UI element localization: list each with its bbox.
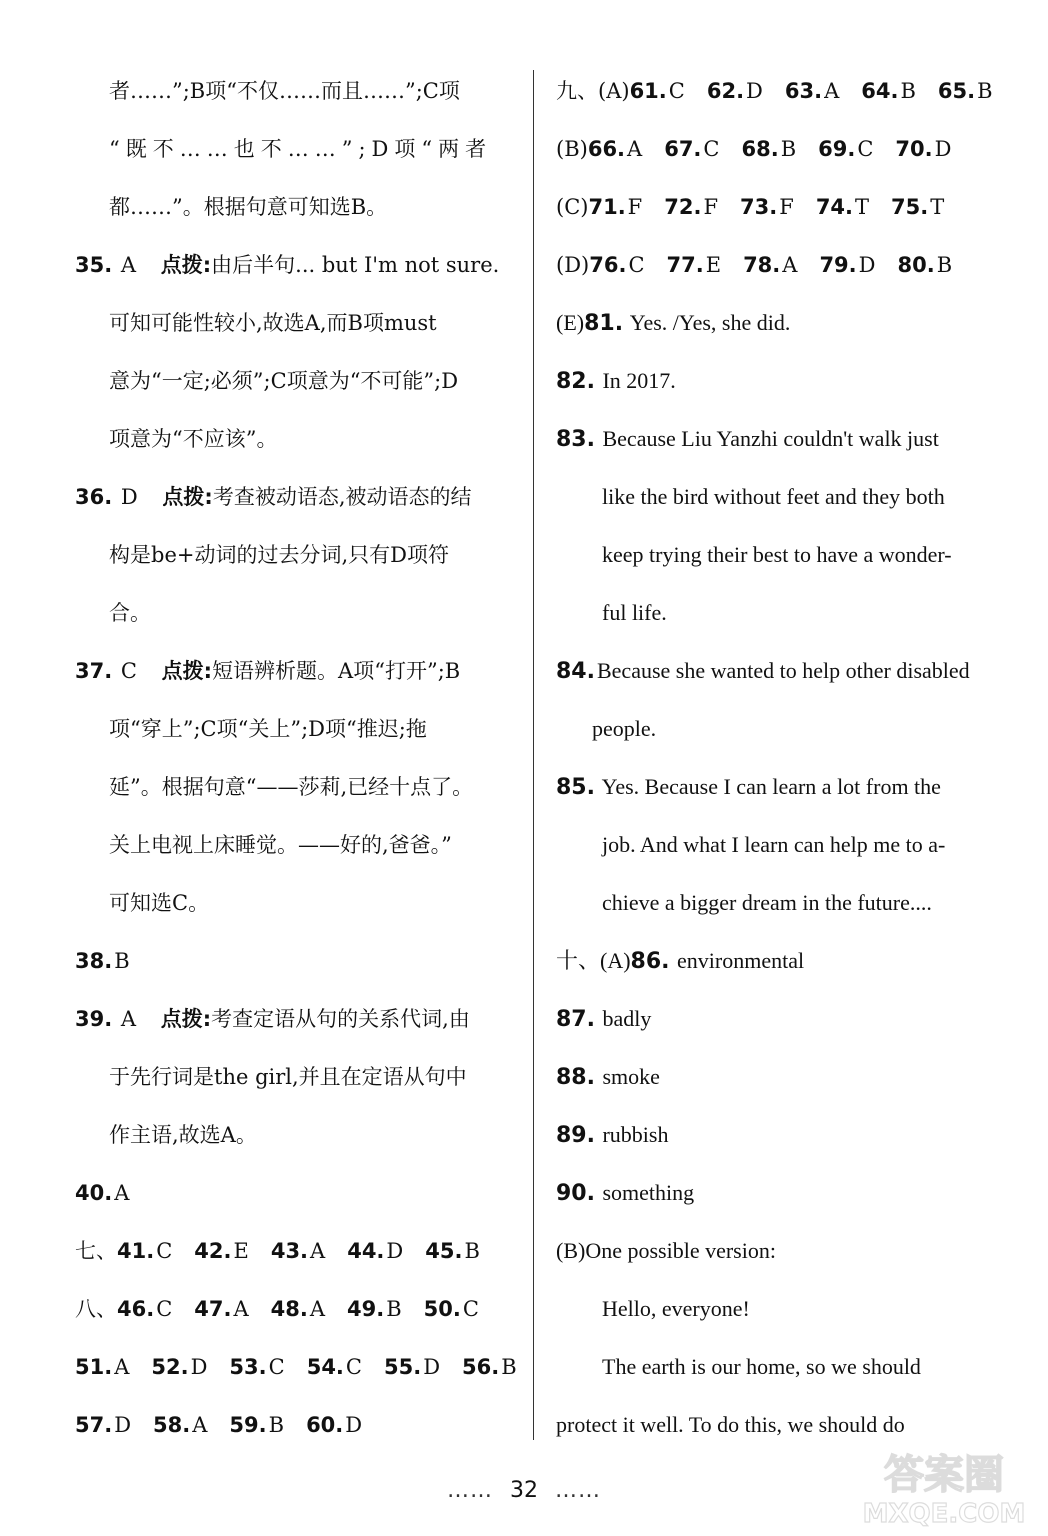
question-number: 86. <box>630 949 670 974</box>
q90-line <box>556 1164 996 1222</box>
answer: A <box>192 1413 208 1437</box>
hint-label: 点拨: <box>161 659 213 683</box>
answer: A <box>120 1007 137 1031</box>
section-8-answers <box>75 1280 515 1338</box>
answers-57-60 <box>75 1396 515 1454</box>
answer: D <box>120 485 138 509</box>
q35-line-4: 项意为“不应该”。 <box>109 427 278 451</box>
essay-line-2: protect it well. To do this, we should do <box>556 1412 905 1437</box>
watermark-text: 答案圈 <box>884 1452 1004 1498</box>
q39-line-1 <box>75 990 515 1048</box>
question-number: 47. <box>194 1297 232 1321</box>
question-number: 54. <box>306 1355 344 1379</box>
question-number: 56. <box>462 1355 500 1379</box>
question-number: 67. <box>664 137 702 161</box>
section-prefix: (D) <box>556 253 590 277</box>
section-9a-answers <box>556 62 996 120</box>
answer: A <box>309 1297 326 1321</box>
q83-line-1 <box>556 410 996 468</box>
question-number: 43. <box>270 1239 309 1263</box>
question-number: 55. <box>383 1355 422 1379</box>
question-number: 37. <box>75 659 113 683</box>
question-number: 58. <box>153 1413 191 1437</box>
q88-line <box>556 1048 996 1106</box>
q35-line-3: 意为“一定;必须”;C项意为“不可能”;D <box>109 369 459 393</box>
answer: A <box>120 253 137 277</box>
section-9b-answers <box>556 120 996 178</box>
answer-text: something <box>602 1180 695 1205</box>
q36-line-1 <box>75 468 515 526</box>
question-number: 64. <box>861 79 899 103</box>
answer: A <box>782 253 798 277</box>
answer: F <box>627 195 643 219</box>
question-number: 46. <box>117 1297 155 1321</box>
question-number: 83. <box>556 427 595 452</box>
q82-line <box>556 352 996 410</box>
answer: C <box>668 79 685 103</box>
q84-line-2: people. <box>592 716 657 741</box>
section-prefix: 九、(A) <box>556 79 630 103</box>
q37-line-2: 项“穿上”;C项“关上”;D项“推迟;拖 <box>109 717 427 741</box>
answer: A <box>824 79 840 103</box>
q35-line-1 <box>75 236 515 294</box>
page-number: 32 <box>510 1478 538 1503</box>
section-prefix: 十、(A) <box>556 948 631 973</box>
q81-line <box>556 294 996 352</box>
answers-51-56 <box>75 1338 515 1396</box>
question-number: 65. <box>937 79 976 103</box>
answer: B <box>268 1413 285 1437</box>
question-number: 79. <box>819 253 857 277</box>
question-number: 74. <box>815 195 854 219</box>
question-number: 87. <box>556 1007 595 1032</box>
answer: B <box>780 137 797 161</box>
answer: A <box>627 137 643 161</box>
q89-line <box>556 1106 996 1164</box>
answer: A <box>114 1181 130 1205</box>
question-number: 50. <box>423 1297 461 1321</box>
question-number: 77. <box>666 253 704 277</box>
question-number: 61. <box>629 79 667 103</box>
question-number: 90. <box>556 1181 595 1206</box>
answer-text: Because she wanted to help other disabled <box>596 658 970 683</box>
question-number: 63. <box>784 79 823 103</box>
question-number: 53. <box>229 1355 267 1379</box>
question-number: 80. <box>897 253 935 277</box>
answer: B <box>386 1297 402 1321</box>
answer: C <box>703 137 720 161</box>
answer: D <box>114 1413 132 1437</box>
q83-line-3: keep trying their best to have a wonder- <box>602 542 952 567</box>
q34-continuation-line-1: 者……”;B项“不仅……而且……”;C项 <box>109 79 460 103</box>
answer: C <box>120 659 137 683</box>
answer: B <box>900 79 916 103</box>
section-9d-answers <box>556 236 996 294</box>
q39-line-2: 于先行词是the girl,并且在定语从句中 <box>109 1065 467 1089</box>
question-number: 38. <box>75 949 113 973</box>
hint-label: 点拨: <box>160 253 212 277</box>
q85-line-1 <box>556 758 996 816</box>
q35-line-2: 可知可能性较小,故选A,而B项must <box>109 311 437 335</box>
question-number: 41. <box>117 1239 155 1263</box>
q37-line-1 <box>75 642 515 700</box>
section-prefix: (C) <box>556 195 589 219</box>
question-number: 68. <box>741 137 779 161</box>
footer-dots-left: …… <box>447 1478 493 1503</box>
question-number: 82. <box>556 369 595 394</box>
hint-label: 点拨: <box>162 485 213 509</box>
answer: A <box>233 1297 249 1321</box>
answer: C <box>268 1355 285 1379</box>
section-prefix: 七、 <box>75 1239 117 1263</box>
answer: T <box>855 195 870 219</box>
page-footer <box>0 1478 1048 1503</box>
answer: C <box>156 1239 173 1263</box>
answer: C <box>628 253 645 277</box>
question-number: 70. <box>895 137 933 161</box>
q36-line-2: 构是be+动词的过去分词,只有D项符 <box>109 543 449 567</box>
q39-line-3: 作主语,故选A。 <box>109 1123 257 1147</box>
question-number: 62. <box>706 79 745 103</box>
answer: D <box>934 137 952 161</box>
question-number: 72. <box>664 195 702 219</box>
answer-text: rubbish <box>602 1122 669 1147</box>
q38-line <box>75 932 515 990</box>
q86-line <box>556 932 996 990</box>
question-number: 39. <box>75 1007 113 1031</box>
q83-line-2: like the bird without feet and they both <box>602 484 945 509</box>
section-9c-answers <box>556 178 996 236</box>
column-divider <box>533 70 534 1440</box>
question-number: 51. <box>75 1355 113 1379</box>
question-number: 69. <box>818 137 856 161</box>
right-column <box>556 62 996 1454</box>
answer-text: Because Liu Yanzhi couldn't walk just <box>602 426 939 451</box>
answer: D <box>386 1239 404 1263</box>
question-number: 52. <box>151 1355 189 1379</box>
q85-line-3: chieve a bigger dream in the future.... <box>602 890 932 915</box>
answer: B <box>114 949 130 973</box>
answer: B <box>501 1355 517 1379</box>
question-number: 75. <box>891 195 929 219</box>
answer: C <box>156 1297 173 1321</box>
explanation: 考查定语从句的关系代词,由 <box>211 1007 470 1031</box>
answer: A <box>310 1239 326 1263</box>
q83-line-4: ful life. <box>602 600 667 625</box>
answer: B <box>936 253 953 277</box>
section-prefix: (E) <box>556 310 585 335</box>
answer: T <box>930 195 945 219</box>
explanation: 考查被动语态,被动语态的结 <box>212 485 472 509</box>
answer: D <box>190 1355 208 1379</box>
answer: A <box>114 1355 130 1379</box>
answer-text: Yes. /Yes, she did. <box>629 310 791 335</box>
section-prefix: (B) <box>556 137 588 161</box>
answer: D <box>423 1355 441 1379</box>
essay-greeting: Hello, everyone! <box>602 1296 750 1321</box>
question-number: 59. <box>229 1413 267 1437</box>
essay-line-1: The earth is our home, so we should <box>602 1354 921 1379</box>
answer: E <box>705 253 722 277</box>
question-number: 42. <box>194 1239 232 1263</box>
answer: B <box>464 1239 480 1263</box>
question-number: 78. <box>743 253 781 277</box>
answer: D <box>746 79 763 103</box>
answer: F <box>779 195 794 219</box>
q84-line-1 <box>556 642 996 700</box>
q87-line <box>556 990 996 1048</box>
question-number: 40. <box>75 1181 113 1205</box>
footer-dots-right: …… <box>555 1478 601 1503</box>
hint-label: 点拨: <box>160 1007 212 1031</box>
q34-continuation-line-3: 都……”。根据句意可知选B。 <box>109 195 388 219</box>
answer-text: environmental <box>677 948 805 973</box>
answer: C <box>345 1355 362 1379</box>
q40-line <box>75 1164 515 1222</box>
question-number: 60. <box>306 1413 344 1437</box>
question-number: 73. <box>740 195 778 219</box>
essay-intro: (B)One possible version: <box>556 1238 776 1263</box>
question-number: 71. <box>588 195 626 219</box>
question-number: 44. <box>347 1239 385 1263</box>
section-prefix: 八、 <box>75 1297 117 1321</box>
question-number: 57. <box>75 1413 113 1437</box>
left-column <box>75 62 515 1454</box>
answer: E <box>233 1239 249 1263</box>
question-number: 35. <box>75 253 113 277</box>
answer: D <box>858 253 876 277</box>
q37-line-4: 关上电视上床睡觉。——好的,爸爸。” <box>109 833 452 857</box>
answer: C <box>857 137 874 161</box>
answer-text: Yes. Because I can learn a lot from the <box>601 774 941 799</box>
watermark-url: MXQE.COM <box>862 1499 1026 1529</box>
question-number: 48. <box>270 1297 308 1321</box>
answer-text: In 2017. <box>602 368 676 393</box>
q37-line-3: 延”。根据句意“——莎莉,已经十点了。 <box>109 775 474 799</box>
explanation: 由后半句... but I'm not sure. <box>211 253 500 277</box>
q85-line-2: job. And what I learn can help me to a- <box>602 832 946 857</box>
answer: D <box>345 1413 363 1437</box>
q34-continuation-line-2: “既不……也不……”;D项“两者 <box>109 137 493 161</box>
q37-line-5: 可知选C。 <box>109 891 210 915</box>
question-number: 49. <box>347 1297 385 1321</box>
question-number: 76. <box>589 253 627 277</box>
answer: C <box>462 1297 479 1321</box>
question-number: 88. <box>556 1065 595 1090</box>
answer: B <box>977 79 993 103</box>
question-number: 84. <box>556 659 595 684</box>
answer: F <box>703 195 719 219</box>
question-number: 85. <box>556 775 595 800</box>
question-number: 36. <box>75 485 113 509</box>
answer-text: badly <box>602 1006 652 1031</box>
question-number: 45. <box>425 1239 463 1263</box>
q36-line-3: 合。 <box>109 601 151 625</box>
answer-text: smoke <box>602 1064 660 1089</box>
question-number: 66. <box>587 137 626 161</box>
explanation: 短语辨析题。A项“打开”;B <box>212 659 461 683</box>
question-number: 89. <box>556 1123 595 1148</box>
question-number: 81. <box>584 311 624 336</box>
section-7-answers <box>75 1222 515 1280</box>
